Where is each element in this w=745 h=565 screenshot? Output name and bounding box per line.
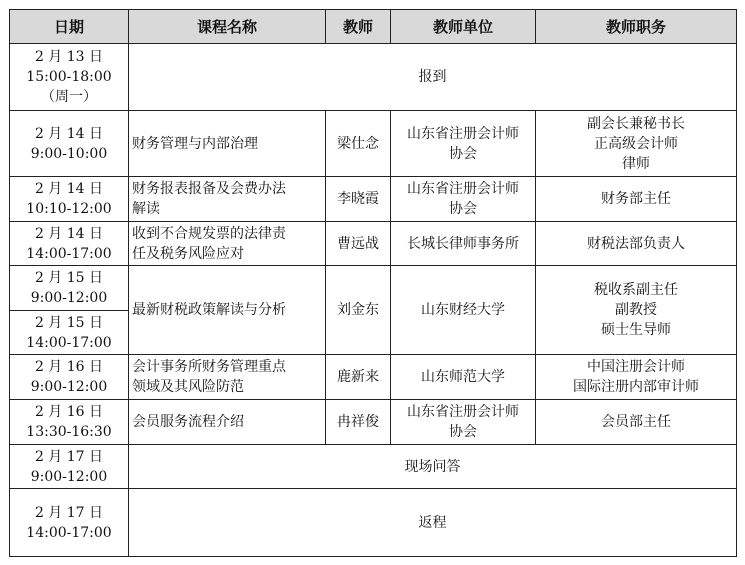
table-row xyxy=(10,222,737,266)
table-row xyxy=(10,400,737,445)
table-row xyxy=(10,355,737,400)
title-cell: 会员部主任 xyxy=(536,400,737,445)
table-row xyxy=(10,111,737,177)
table-row xyxy=(10,266,737,311)
header-row xyxy=(10,10,737,44)
merged-cell: 返程 xyxy=(129,489,737,557)
unit-cell: 山东财经大学 xyxy=(391,266,536,355)
date-cell: 2 月 15 日 9:00-12:00 xyxy=(10,266,129,311)
header-course: 课程名称 xyxy=(129,10,326,44)
date-cell: 2 月 14 日 9:00-10:00 xyxy=(10,111,129,177)
course-cell: 财务报表报备及会费办法 解读 xyxy=(129,177,326,222)
merged-cell: 现场问答 xyxy=(129,445,737,489)
header-date: 日期 xyxy=(10,10,129,44)
course-cell: 收到不合规发票的法律责 任及税务风险应对 xyxy=(129,222,326,266)
date-cell: 2 月 16 日 9:00-12:00 xyxy=(10,355,129,400)
teacher-cell: 梁仕念 xyxy=(326,111,391,177)
table-row xyxy=(10,44,737,111)
teacher-cell: 李晓霞 xyxy=(326,177,391,222)
unit-cell: 长城长律师事务所 xyxy=(391,222,536,266)
date-cell: 2 月 15 日 14:00-17:00 xyxy=(10,311,129,355)
teacher-cell: 刘金东 xyxy=(326,266,391,355)
date-cell: 2 月 16 日 13:30-16:30 xyxy=(10,400,129,445)
title-cell: 税收系副主任 副教授 硕士生导师 xyxy=(536,266,737,355)
table-row xyxy=(10,177,737,222)
date-cell: 2 月 17 日 9:00-12:00 xyxy=(10,445,129,489)
date-cell: 2 月 17 日 14:00-17:00 xyxy=(10,489,129,557)
date-cell: 2 月 14 日 14:00-17:00 xyxy=(10,222,129,266)
unit-cell: 山东省注册会计师 协会 xyxy=(391,177,536,222)
header-unit: 教师单位 xyxy=(391,10,536,44)
course-cell: 最新财税政策解读与分析 xyxy=(129,266,326,355)
schedule-table xyxy=(9,9,737,557)
merged-cell: 报到 xyxy=(129,44,737,111)
teacher-cell: 曹远战 xyxy=(326,222,391,266)
course-cell: 会计事务所财务管理重点 领域及其风险防范 xyxy=(129,355,326,400)
header-teacher: 教师 xyxy=(326,10,391,44)
unit-cell: 山东省注册会计师 协会 xyxy=(391,400,536,445)
title-cell: 中国注册会计师 国际注册内部审计师 xyxy=(536,355,737,400)
unit-cell: 山东省注册会计师 协会 xyxy=(391,111,536,177)
course-cell: 会员服务流程介绍 xyxy=(129,400,326,445)
table-row xyxy=(10,489,737,557)
date-cell: 2 月 14 日 10:10-12:00 xyxy=(10,177,129,222)
teacher-cell: 冉祥俊 xyxy=(326,400,391,445)
teacher-cell: 鹿新来 xyxy=(326,355,391,400)
course-cell: 财务管理与内部治理 xyxy=(129,111,326,177)
unit-cell: 山东师范大学 xyxy=(391,355,536,400)
header-title: 教师职务 xyxy=(536,10,737,44)
title-cell: 财税法部负责人 xyxy=(536,222,737,266)
date-cell: 2 月 13 日 15:00-18:00 （周一） xyxy=(10,44,129,111)
table-row xyxy=(10,445,737,489)
title-cell: 副会长兼秘书长 正高级会计师 律师 xyxy=(536,111,737,177)
title-cell: 财务部主任 xyxy=(536,177,737,222)
